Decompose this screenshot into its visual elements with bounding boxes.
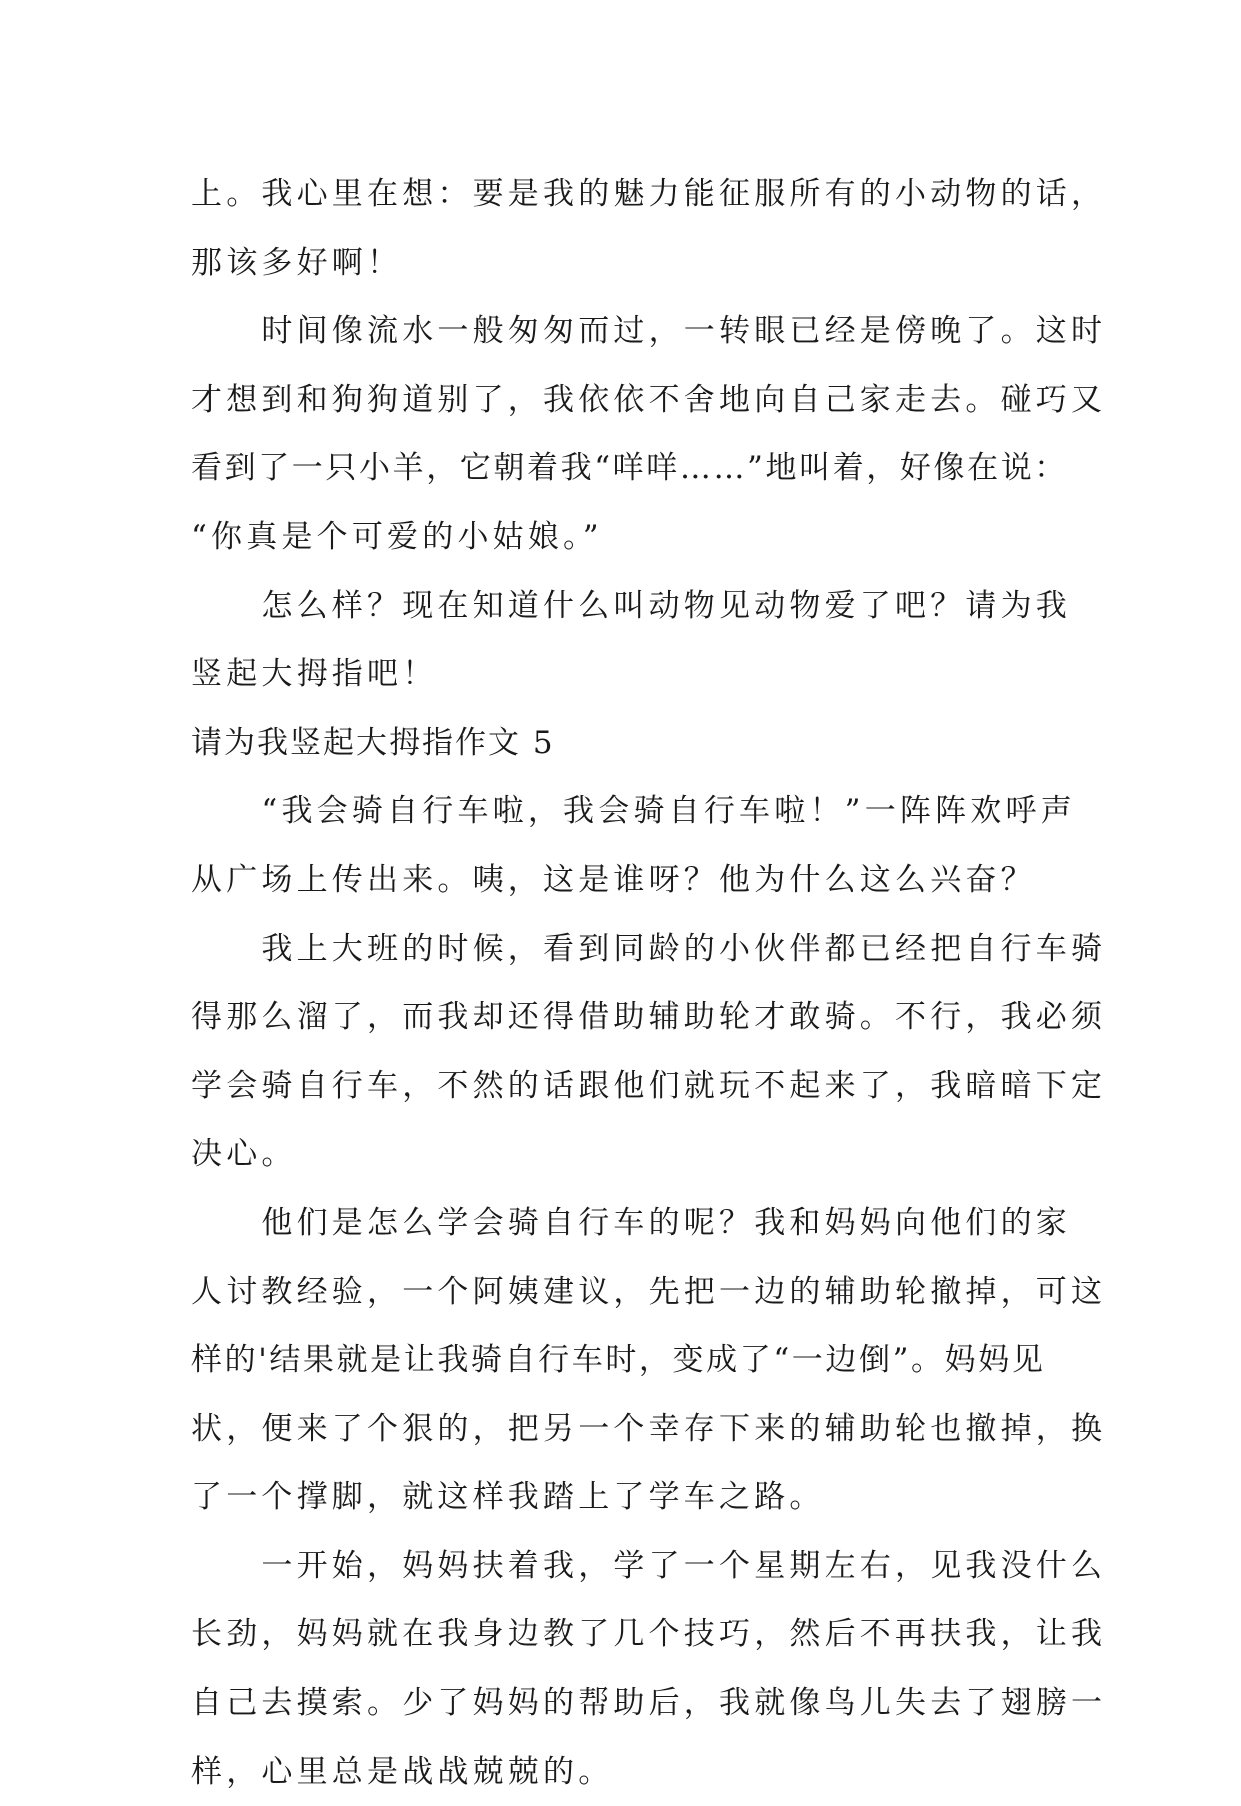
text-line: 从广场上传出来。咦，这是谁呀？他为什么这么兴奋？ bbox=[191, 861, 1036, 898]
text-line: 样的'结果就是让我骑自行车时，变成了“一边倒”。妈妈见 bbox=[191, 1342, 1046, 1379]
text-line: 人讨教经验，一个阿姨建议，先把一边的辅助轮撤掉，可这 bbox=[191, 1273, 1107, 1310]
section-title: 请为我竖起大拇指作文 5 bbox=[191, 724, 555, 761]
text-line: “你真是个可爱的小姑娘。” bbox=[191, 518, 603, 555]
text-line: 一开始，妈妈扶着我，学了一个星期左右，见我没什么 bbox=[191, 1547, 1107, 1584]
text-line: 才想到和狗狗道别了，我依依不舍地向自己家走去。碰巧又 bbox=[191, 381, 1107, 418]
text-line: 上。我心里在想：要是我的魅力能征服所有的小动物的话， bbox=[191, 176, 1107, 212]
text-line: 看到了一只小羊，它朝着我“咩咩……”地叫着，好像在说： bbox=[191, 450, 1068, 487]
text-line: 那该多好啊！ bbox=[191, 244, 403, 281]
text-line: “我会骑自行车啦，我会骑自行车啦！”一阵阵欢呼声 bbox=[191, 793, 1076, 830]
document-body bbox=[191, 160, 1107, 1806]
text-line: 他们是怎么学会骑自行车的呢？我和妈妈向他们的家 bbox=[191, 1204, 1071, 1241]
text-line: 了一个撑脚，就这样我踏上了学车之路。 bbox=[191, 1479, 825, 1516]
text-line: 自己去摸索。少了妈妈的帮助后，我就像鸟儿失去了翅膀一 bbox=[191, 1685, 1107, 1722]
text-line: 我上大班的时候，看到同龄的小伙伴都已经把自行车骑 bbox=[191, 930, 1107, 967]
text-line: 竖起大拇指吧！ bbox=[191, 656, 438, 693]
text-line: 得那么溜了，而我却还得借助辅助轮才敢骑。不行，我必须 bbox=[191, 999, 1107, 1036]
text-line: 样，心里总是战战兢兢的。 bbox=[191, 1753, 614, 1790]
text-line: 决心。 bbox=[191, 1136, 297, 1173]
text-line: 怎么样？现在知道什么叫动物见动物爱了吧？请为我 bbox=[191, 587, 1071, 624]
text-line: 状，便来了个狠的，把另一个幸存下来的辅助轮也撤掉，换 bbox=[191, 1410, 1107, 1447]
text-line: 时间像流水一般匆匆而过，一转眼已经是傍晚了。这时 bbox=[191, 313, 1107, 350]
text-line: 长劲，妈妈就在我身边教了几个技巧，然后不再扶我，让我 bbox=[191, 1616, 1107, 1653]
text-line: 学会骑自行车，不然的话跟他们就玩不起来了，我暗暗下定 bbox=[191, 1067, 1107, 1104]
